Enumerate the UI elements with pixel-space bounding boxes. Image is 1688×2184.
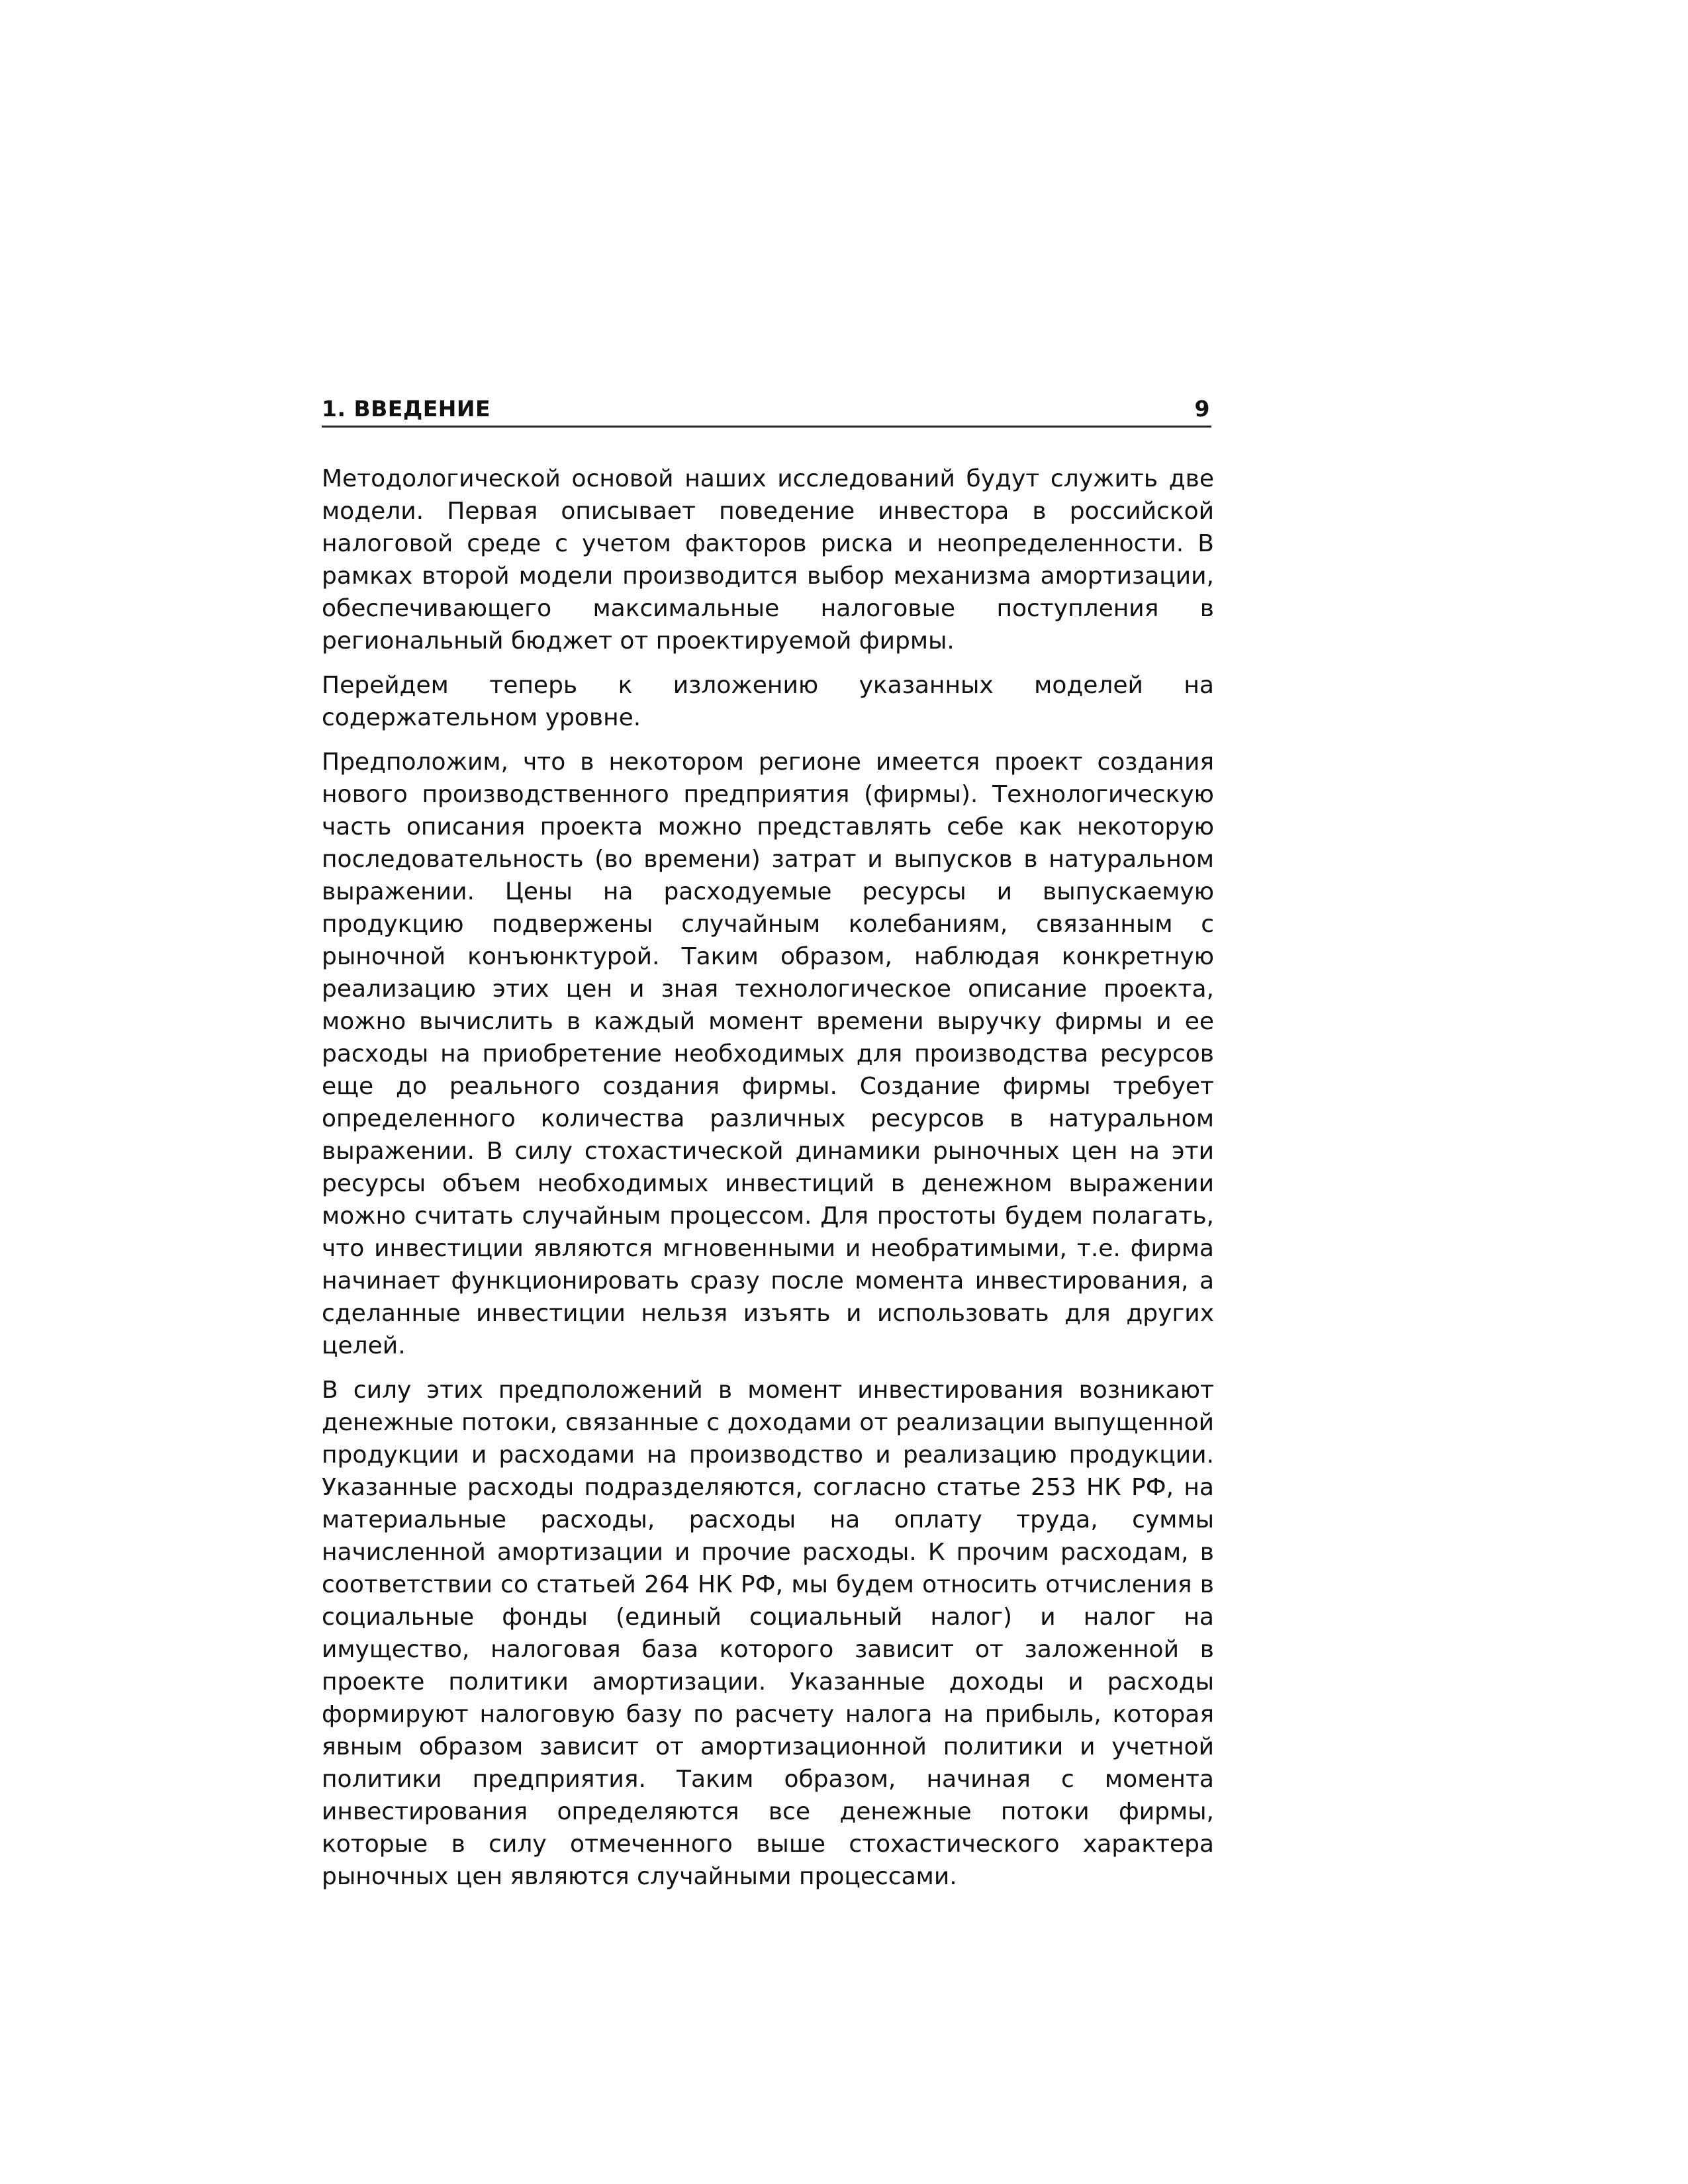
paragraph-cash-flows: В силу этих предположений в момент инвестирования возникают денежные потоки, связанные с доходами от реализации выпущенной продукции и расходами на производство и реализацию продукции. Указанные расходы подразделяются, согласно статье 253 НК РФ, на материальные расходы, расходы на оплату труда, суммы начисленной амортизации и прочие расходы. К прочим расходам, в соответствии со статьей 264 НК РФ, мы будем относить отчисления в социальные фонды (единый социальный налог) и налог на имущество, налоговая база которого зависит от заложенной в проекте политики амортизации. Указанные доходы и расходы формируют налоговую базу по расчету налога на прибыль, которая явным образом зависит от амортизационной политики и учетной политики предприятия. Таким образом, начиная с момента инвестирования определяются все денежные потоки фирмы, которые в силу отмеченного выше стохастического характера рыночных цен являются случайными процессами. [322,1377,1214,1890]
paragraph-project-assumptions: Предположим, что в некотором регионе имеется проект создания нового производственного предприятия (фирмы). Технологическую часть описания проекта можно представлять себе как некоторую последовательность (во времени) затрат и выпусков в натуральном выражении. Цены на расходуемые ресурсы и выпускаемую продукцию подвержены случайным колебаниям, связанным с рыночной конъюнктурой. Таким образом, наблюдая конкретную реализацию этих цен и зная технологическое описание проекта, можно вычислить в каждый момент времени выручку фирмы и ее расходы на приобретение необходимых для производства ресурсов еще до реального создания фирмы. Создание фирмы требует определенного количества различных ресурсов в натуральном выражении. В силу стохастической динамики рыночных цен на эти ресурсы объем необходимых инвестиций в денежном выражении можно считать случайным процессом. Для простоты будем полагать, что инвестиции являются мгновенными и необратимыми, т.е. фирма начинает функционировать сразу после момента инвестирования, а сделанные инвестиции нельзя изъять и использовать для других целей. [322,749,1214,1359]
body-text [322,463,1214,1905]
running-header [322,394,1211,428]
section-title: 1. ВВЕДЕНИЕ [322,396,491,422]
paragraph-methodology: Методологической основой наших исследований будут служить две модели. Первая описывает поведение инвестора в российской налоговой среде с учетом факторов риска и неопределенности. В рамках второй модели производится выбор механизма амортизации, обеспечивающего максимальные налоговые поступления в региональный бюджет от проектируемой фирмы. [322,465,1214,655]
paragraph-transition: Перейдем теперь к изложению указанных моделей на содержательном уровне. [322,672,1214,731]
page-number: 9 [1194,396,1210,422]
